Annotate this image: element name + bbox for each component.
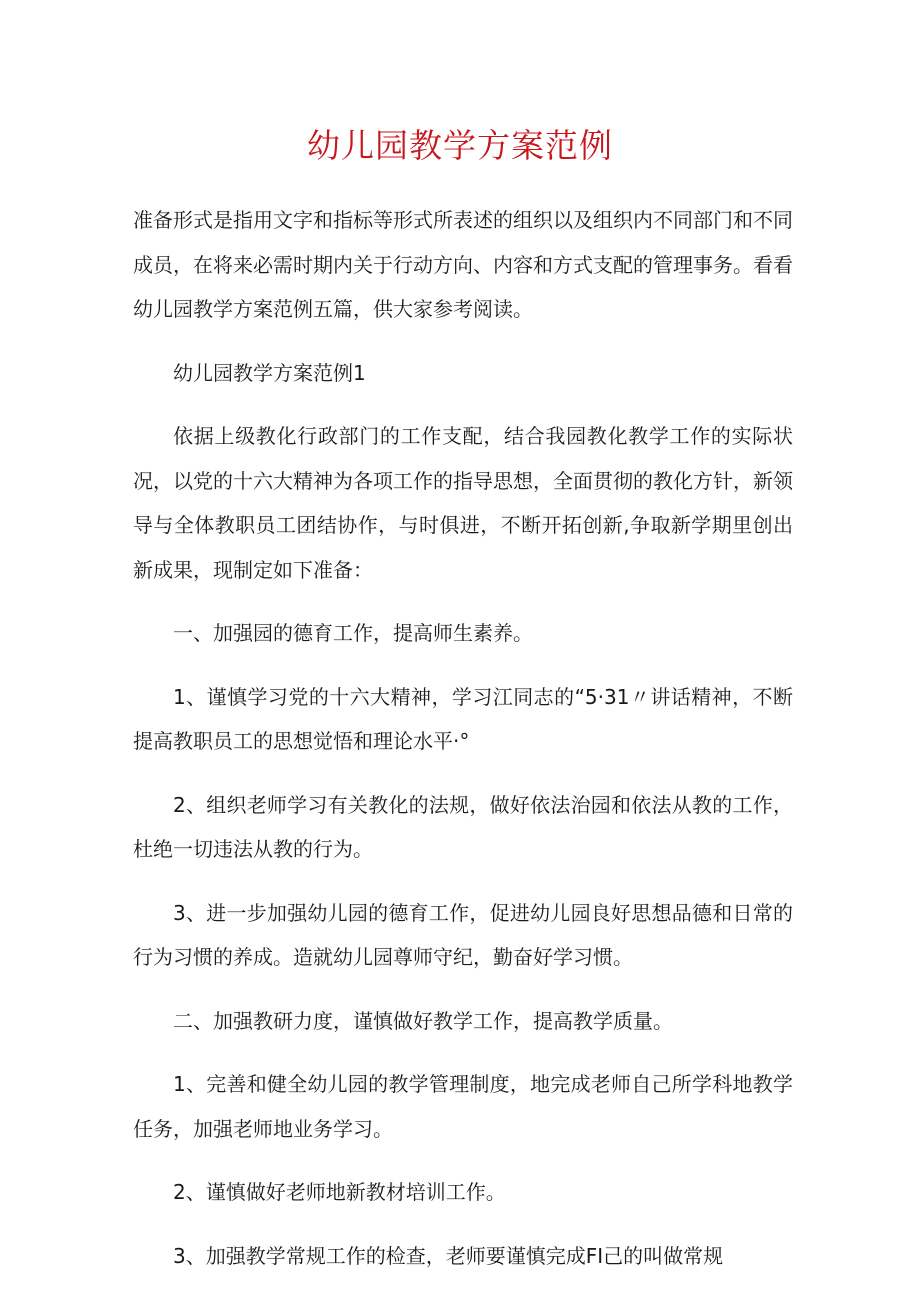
list-item: 2、谨慎做好老师地新教材培训工作。 [173,1180,506,1204]
section-heading: 一、加强园的德育工作，提高师生素养。 [173,621,533,645]
document-title: 幼儿园教学方案范例 [307,126,613,165]
paragraph-intro: 准备形式是指用文字和指标等形式所表述的组织以及组织内不同部门和不同成员，在将来必需时期内关于行动方向、内容和方式支配的管理事务。看看幼儿园教学方案范例五篇，供大家参考阅读。 [133,208,793,321]
list-item: 3、加强教学常规工作的检查，老师要谨慎完成FI己的叫做常规 [173,1243,724,1268]
section-heading-example-1: 幼儿园教学方案范例1 [173,360,366,385]
list-item: 1、谨慎学习党的十六大精神，学习江同志的“5·31〃讲话精神，不断提高教职员工的思想觉悟和理论水平·° [133,684,793,753]
section-heading: 二、加强教研力度，谨慎做好教学工作，提高教学质量。 [173,1008,673,1033]
list-item: 3、进一步加强幼儿园的德育工作，促进幼儿园良好思想品德和日常的行为习惯的养成。造就幼儿园尊师守纪，勤奋好学习惯。 [133,900,793,969]
list-item: 1、完善和健全幼儿园的教学管理制度，地完成老师自己所学科地教学任务，加强老师地业务学习。 [133,1072,793,1141]
document-body [133,198,793,1297]
list-item: 2、组织老师学习有关教化的法规，做好依法治园和依法从教的工作，杜绝一切违法从教的行为。 [133,792,793,861]
paragraph: 依据上级教化行政部门的工作支配，结合我园教化教学工作的实际状况，以党的十六大精神为各项工作的指导思想，全面贯彻的教化方针，新领导与全体教职员工团结协作，与时俱进，不断开拓创新,争取新学期里创出新成果，现制定如下准备： [133,424,793,582]
